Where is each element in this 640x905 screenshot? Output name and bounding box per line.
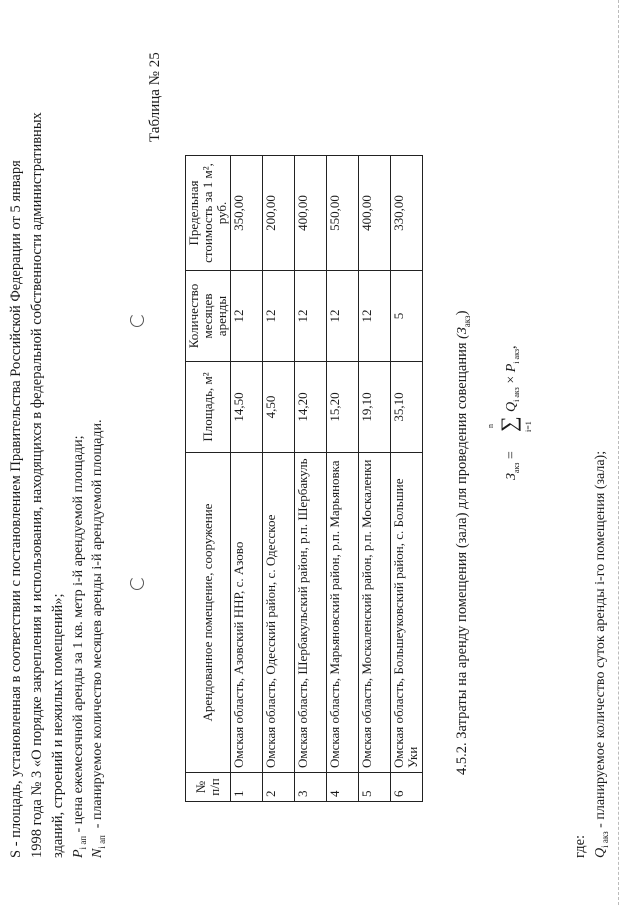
days-symbol: Q xyxy=(593,847,608,858)
sum-icon: ∑ xyxy=(496,416,521,432)
scan-fold-line xyxy=(618,0,619,905)
table-row xyxy=(391,156,423,802)
table-header-row xyxy=(186,156,231,802)
row-number: 2 xyxy=(263,773,295,802)
table-row xyxy=(263,156,295,802)
table-row xyxy=(231,156,263,802)
section-heading-close: ) xyxy=(454,310,470,316)
formula-term-p: P xyxy=(504,363,519,373)
row-number: 1 xyxy=(231,773,263,802)
row-premises: Омская область, Одесский район, с. Одесское xyxy=(263,453,295,773)
header-price: Предельная стоимость за 1 м², руб. xyxy=(186,156,231,271)
months-definition-text: - планируемое количество месяцев аренды i-й арендуемой площади. xyxy=(90,419,105,829)
row-price: 200,00 xyxy=(263,156,295,271)
price-symbol: P xyxy=(71,849,86,858)
row-months: 12 xyxy=(327,271,359,362)
formula-term-q-sub: i акз xyxy=(511,387,521,402)
months-symbol: N xyxy=(90,848,105,858)
table-caption: Таблица № 25 xyxy=(147,52,163,142)
row-months: 12 xyxy=(295,271,327,362)
sum-upper-limit: n xyxy=(486,424,495,428)
formula-term-q: Q xyxy=(504,401,519,412)
section-heading-text: 4.5.2. Затраты на аренду помещения (зала) для проведения совещания xyxy=(454,342,470,775)
row-price: 350,00 xyxy=(231,156,263,271)
row-area: 14,50 xyxy=(231,362,263,453)
row-price: 400,00 xyxy=(295,156,327,271)
table-row xyxy=(359,156,391,802)
row-premises: Омская область, Азовский ННР, с. Азово xyxy=(231,453,263,773)
row-months: 12 xyxy=(263,271,295,362)
price-symbol-sub: i ап xyxy=(77,835,88,850)
header-months: Количество месяцев аренды xyxy=(186,271,231,362)
row-area: 4,50 xyxy=(263,362,295,453)
row-price: 330,00 xyxy=(391,156,423,271)
intro-line-3: зданий, строений и нежилых помещений»; xyxy=(50,593,66,858)
section-heading-sub: акз xyxy=(461,315,472,328)
row-price: 400,00 xyxy=(359,156,391,271)
header-number: № п/п xyxy=(186,773,231,802)
row-premises: Омская область, Москаленский район, р.п. Москаленки xyxy=(359,453,391,773)
row-premises: Омская область, Марьяновский район, р.п. Марьяновка xyxy=(327,453,359,773)
row-price: 550,00 xyxy=(327,156,359,271)
table-row xyxy=(327,156,359,802)
row-months: 12 xyxy=(359,271,391,362)
row-area: 35,10 xyxy=(391,362,423,453)
header-area: Площадь, м² xyxy=(186,362,231,453)
row-months: 12 xyxy=(231,271,263,362)
row-area: 14,20 xyxy=(295,362,327,453)
formula-lhs: З xyxy=(504,473,519,480)
where-label: где: xyxy=(572,834,588,858)
table-row xyxy=(295,156,327,802)
formula-tail: , xyxy=(504,345,519,349)
section-heading xyxy=(452,311,477,775)
row-number: 4 xyxy=(327,773,359,802)
row-area: 15,20 xyxy=(327,362,359,453)
formula-times: × xyxy=(504,375,519,384)
row-number: 5 xyxy=(359,773,391,802)
formula-lhs-sub: акз xyxy=(511,462,521,474)
section-heading-symbol: (З xyxy=(455,327,470,339)
formula-term-p-sub: i акз xyxy=(511,348,521,364)
punch-hole-icon xyxy=(130,313,144,327)
price-definition-text: - цена ежемесячной аренды за 1 кв. метр i-й арендуемой площади; xyxy=(71,435,86,833)
row-premises: Омская область, Шербакульский район, р.п. Шербакуль xyxy=(295,453,327,773)
sum-lower-limit: i=1 xyxy=(524,421,533,432)
definition-months xyxy=(89,420,111,858)
punch-hole-icon xyxy=(130,576,144,590)
formula-equals: = xyxy=(504,451,519,460)
months-symbol-sub: i ап xyxy=(96,835,107,849)
header-premises: Арендованное помещение, сооружение xyxy=(186,453,231,773)
intro-line-1: S - площадь, установленная в соответствии с постановлением Правительства Российской Федерации от 5 января xyxy=(8,160,24,858)
days-symbol-sub: i акз xyxy=(599,831,610,848)
row-number: 3 xyxy=(295,773,327,802)
row-premises: Омская область, Большеуковский район, с. Большие Уки xyxy=(391,453,423,773)
row-area: 19,10 xyxy=(359,362,391,453)
row-months: 5 xyxy=(391,271,423,362)
days-definition-text: - планируемое количество суток аренды i-го помещения (зала); xyxy=(593,450,608,828)
row-number: 6 xyxy=(391,773,423,802)
definition-days xyxy=(592,451,614,858)
intro-line-2: 1998 года № 3 «О порядке закрепления и использования, находящихся в федеральной собственности административных xyxy=(29,112,45,858)
rental-table xyxy=(185,155,423,802)
